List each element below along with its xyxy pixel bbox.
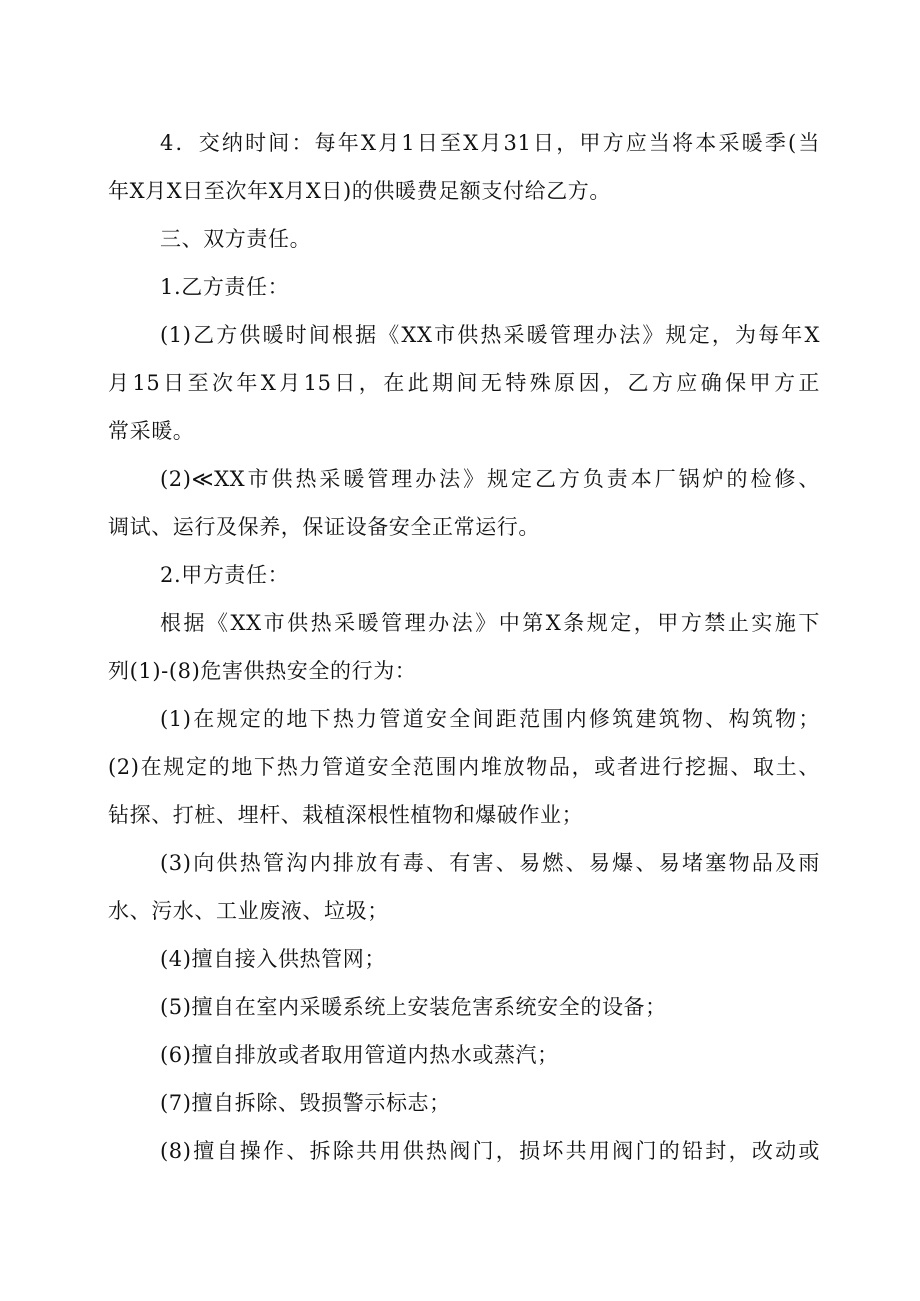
paragraph-line: 列(1)-(8)危害供热安全的行为： [108,659,417,683]
list-item: (6)擅自排放或者取用管道内热水或蒸汽； [160,1043,559,1067]
paragraph-line: 根据《XX市供热采暖管理办法》中第X条规定，甲方禁止实施下 [160,611,820,635]
subsection-heading: 1.乙方责任： [160,275,290,299]
paragraph-line: (3)向供热管沟内排放有毒、有害、易燃、易爆、易堵塞物品及雨 [160,851,820,875]
list-item: (4)擅自接入供热管网； [160,947,386,971]
paragraph-line: 钻探、打桩、埋杆、栽植深根性植物和爆破作业； [108,803,584,827]
paragraph-line: (2)≪XX市供热采暖管理办法》规定乙方负责本厂锅炉的检修、 [160,467,820,491]
paragraph-line: 4．交纳时间：每年X月1日至X月31日，甲方应当将本采暖季(当 [160,131,820,155]
paragraph-line: 月15日至次年X月15日，在此期间无特殊原因，乙方应确保甲方正 [108,371,820,395]
paragraph-line: 年X月X日至次年X月X日)的供暖费足额支付给乙方。 [108,179,611,203]
paragraph-line: (1)乙方供暖时间根据《XX市供热采暖管理办法》规定，为每年X [160,323,820,347]
list-item: (8)擅自操作、拆除共用供热阀门，损坏共用阀门的铅封，改动或 [160,1139,820,1163]
list-item: (5)擅自在室内采暖系统上安装危害系统安全的设备； [160,995,667,1019]
paragraph-line: 调试、运行及保养，保证设备安全正常运行。 [108,515,540,539]
paragraph-line: 常采暖。 [108,419,195,443]
subsection-heading: 2.甲方责任： [160,563,290,587]
list-item: (7)擅自拆除、毁损警示标志； [160,1091,451,1115]
paragraph-line: 水、污水、工业废液、垃圾； [108,899,389,923]
section-heading: 三、双方责任。 [160,227,312,251]
paragraph-line: (2)在规定的地下热力管道安全范围内堆放物品，或者进行挖掘、取土、 [108,755,820,779]
paragraph-line: (1)在规定的地下热力管道安全间距范围内修筑建筑物、构筑物； [160,707,820,731]
